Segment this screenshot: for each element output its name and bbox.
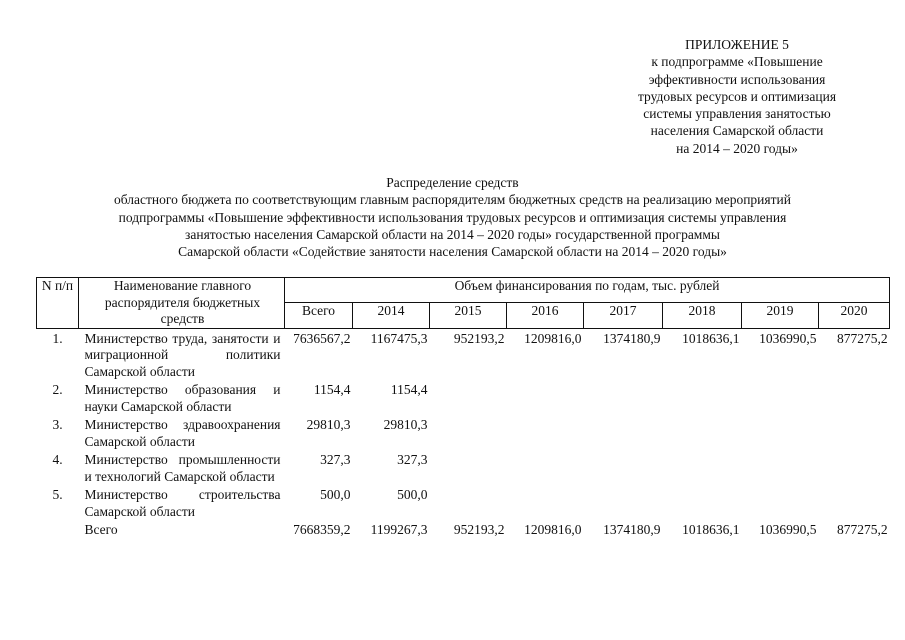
row-name: Министерство здравоохранения Самарской области [84,417,281,449]
cell-value: 500,0 [397,487,428,502]
cell-value [507,485,584,520]
header-year: 2016 [507,303,584,328]
appendix-line: на 2014 – 2020 годы» [676,140,798,156]
cell-value [584,485,663,520]
total-value: 7668359,2 [293,522,351,537]
header-year: 2017 [584,303,663,328]
cell-value [430,380,507,415]
appendix-line: системы управления занятостью [643,106,831,122]
cell-value [742,380,819,415]
row-number: 3. [52,417,63,432]
total-value: 952193,2 [453,522,505,537]
title-line: Распределение средств [386,175,519,190]
header-total: Всего [285,303,353,328]
row-name: Министерство труда, занятости и миграционной политики Самарской области [84,330,281,379]
row-number: 4. [52,452,63,467]
cell-value: 327,3 [397,452,428,467]
cell-value: 1209816,0 [524,330,582,346]
cell-value [663,450,742,485]
cell-value [663,380,742,415]
header-year: 2014 [353,303,430,328]
title-line: занятостью населения Самарской области на 2014 – 2020 годы» государственной программы [185,226,720,242]
cell-value [742,485,819,520]
appendix-line: эффективности использования [648,71,826,87]
table-header [37,278,890,329]
document-title [20,174,885,260]
cell-value: 1374180,9 [603,330,661,346]
cell-value [430,485,507,520]
cell-value [742,415,819,450]
cell-value: 327,3 [320,452,351,467]
title-line: Самарской области «Содействие занятости населения Самарской области на 2014 – 2020 годы» [178,244,727,260]
cell-value: 29810,3 [383,417,428,432]
total-value: 1018636,1 [682,522,740,537]
table-row [37,485,890,520]
title-line: областного бюджета по соответствующим главным распорядителям бюджетных средств на реализацию мероприятий [114,192,791,208]
header-funding: Объем финансирования по годам, тыс. рублей [285,278,890,303]
table-row [37,328,890,380]
cell-value [507,380,584,415]
cell-value [819,450,890,485]
row-number: 5. [52,487,63,502]
cell-value: 952193,2 [453,330,505,346]
cell-value: 1154,4 [390,382,428,397]
header-year: 2019 [742,303,819,328]
total-value: 1209816,0 [524,522,582,537]
cell-value [663,415,742,450]
cell-value [507,450,584,485]
cell-value [584,450,663,485]
appendix-line: трудовых ресурсов и оптимизация [637,88,837,104]
header-year: 2018 [663,303,742,328]
appendix-line: к подпрограмме «Повышение [651,54,823,70]
appendix-caption [592,36,882,157]
row-name: Министерство промышленности и технологий Самарской области [84,452,281,484]
table-row [37,380,890,415]
cell-value: 1167475,3 [370,330,428,346]
header-name: Наименование главного распорядителя бюджетных средств [79,278,285,329]
table-row [37,450,890,485]
cell-value [819,380,890,415]
row-number: 1. [52,330,63,346]
appendix-line: населения Самарской области [650,123,824,139]
header-year: 2020 [819,303,890,328]
total-value: 1374180,9 [603,522,661,537]
total-label: Всего [84,522,118,537]
row-number: 2. [52,382,63,397]
cell-value: 29810,3 [306,417,351,432]
cell-value [584,380,663,415]
header-number: N п/п [37,278,79,329]
row-name: Министерство строительства Самарской области [84,487,281,519]
cell-value [430,450,507,485]
total-row [37,520,890,539]
total-number [37,520,79,539]
cell-value [742,450,819,485]
cell-value: 1036990,5 [759,330,817,346]
cell-value: 877275,2 [836,330,888,346]
cell-value [507,415,584,450]
cell-value [819,485,890,520]
total-value: 1199267,3 [370,522,428,537]
funding-table [36,277,890,539]
cell-value: 1018636,1 [682,330,740,346]
cell-value [584,415,663,450]
cell-value [819,415,890,450]
cell-value [430,415,507,450]
appendix-line: ПРИЛОЖЕНИЕ 5 [685,37,789,52]
title-line: подпрограммы «Повышение эффективности использования трудовых ресурсов и оптимизация системы управления [118,209,787,225]
cell-value: 500,0 [320,487,351,502]
table-body [37,328,890,539]
total-value: 877275,2 [836,522,888,537]
cell-value: 7636567,2 [293,330,351,346]
header-year: 2015 [430,303,507,328]
total-value: 1036990,5 [759,522,817,537]
row-name: Министерство образования и науки Самарской области [84,382,281,414]
cell-value: 1154,4 [313,382,351,397]
table-row [37,415,890,450]
cell-value [663,485,742,520]
